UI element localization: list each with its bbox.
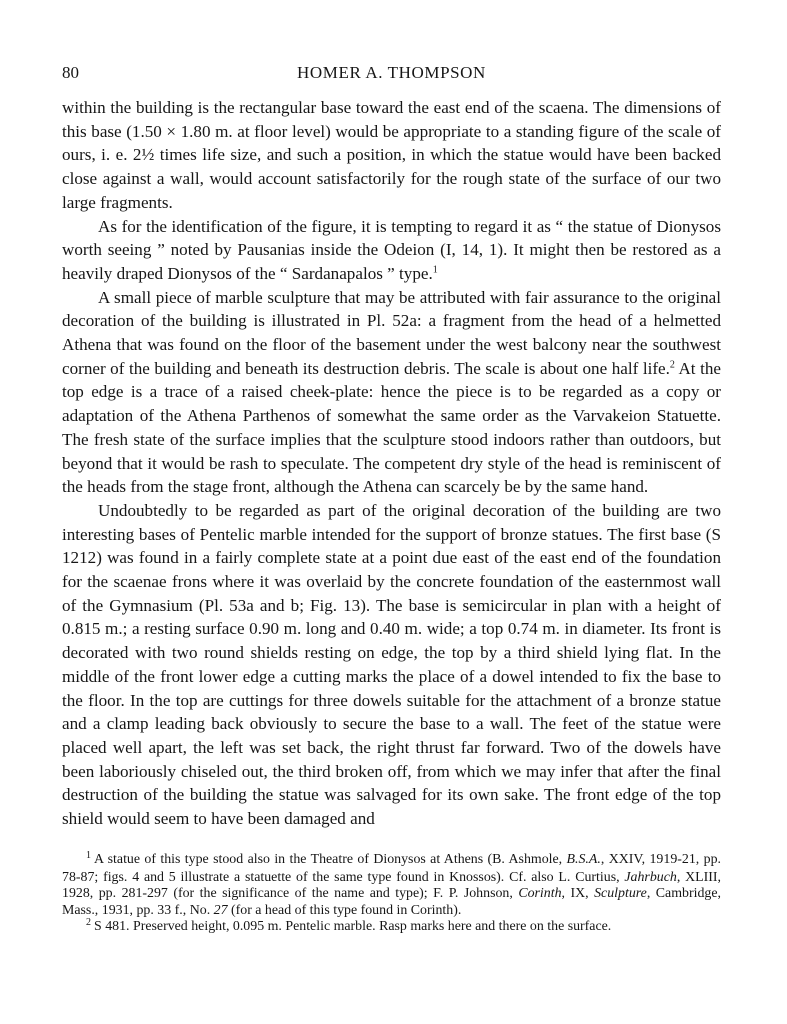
footnote-1-text-b: , XXIV, 1919-21, pp. 78-87; figs. 4 and 5 illustrate a statuette of the same type found in Knossos). Cf. also L. Curtius, [62,852,721,885]
paragraph-2 [62,215,721,286]
footnote-2 [62,919,721,937]
footnote-ref-1[interactable]: 1 [432,264,438,276]
footnote-1-mark: 1 [86,850,91,861]
footnote-2-text: S 481. Preserved height, 0.095 m. Pentelic marble. Rasp marks here and there on the surface. [94,919,612,935]
footnote-1-text-c: , XLIII, 1928, pp. 281-297 (for the significance of the name and type); F. P. Johnson, [62,869,721,902]
paragraph-3-text-b: At the top edge is a trace of a raised cheek-plate: hence the piece is to be regarded as a copy or adaptation of the Athena Parthenos of somewhat the same order as the Varvakeion Statuette. The fresh state of the surface implies that the sculpture stood indoors rather than outdoors, but beyond that it would be rash to speculate. The competent dry style of the head is reminiscent of the heads from the stage front, although the Athena can scarcely be by the same hand. [62,358,721,497]
footnote-1-jahrbuch: Jahrbuch [624,869,677,885]
paragraph-1: within the building is the rectangular base toward the east end of the scaena. The dimensions of this base (1.50 × 1.80 m. at floor level) would be appropriate to a standing figure of the scale of ours, i. e. 2½ times life size, and such a position, in which the statue would have been backed close against a wall, would account satisfactorily for the rough state of the surface of our two large fragments. [62,98,721,212]
footnotes [62,852,721,937]
page-number: 80 [62,63,79,82]
footnote-1-text-a: A statue of this type stood also in the Theatre of Dionysos at Athens (B. Ashmole, [94,852,567,867]
footnote-1 [62,852,721,919]
paragraph-2-text: As for the identification of the figure, it is tempting to regard it as “ the statue of Dionysos worth seeing ” noted by Pausanias inside the Odeion (I, 14, 1). It might then be restored as a heavily draped Dionysos of the “ Sardanapalos ” type. [62,216,721,283]
paragraph-4: Undoubtedly to be regarded as part of the original decoration of the building are two interesting bases of Pentelic marble intended for the support of bronze statues. The first base (S 1212) was found in a fairly complete state at a point due east of the east end of the foundation for the scaenae frons where it was overlaid by the concrete foundation of the easternmost wall of the Gymnasium (Pl. 53a and b; Fig. 13). The base is semicircular in plan with a height of 0.815 m.; a resting surface 0.90 m. long and 0.40 m. wide; a top 0.74 m. in diameter. Its front is decorated with two round shields resting on edge, the top by a third shield lying flat. In the middle of the front lower edge a cutting marks the place of a dowel intended to fix the base to the floor. In the top are cuttings for three dowels suitable for the attachment of a bronze statue and a clamp leading back obviously to secure the base to a wall. The feet of the statue were placed well apart, the left was set back, the right thrust far forward. Two of the dowels have been laboriously chiseled out, the third broken off, from which we may infer that after the final destruction of the building the statue was salvaged for its own sake. The front edge of the top shield would seem to have been damaged and [62,500,721,829]
footnote-1-sculpture: Sculpture [594,886,647,902]
body-text [62,96,721,831]
footnote-1-bsa: B.S.A. [566,852,601,867]
page-header [62,63,721,83]
footnote-1-text-d: , IX, [561,886,595,902]
footnote-1-number: 27 [213,902,228,918]
footnote-1-corinth: Corinth [518,886,562,902]
footnote-1-text-e: , Cambridge, Mass., 1931, pp. 33 f., No. [62,886,721,918]
footnote-1-text-f: (for a head of this type found in Corinth). [227,902,462,918]
footnote-2-mark: 2 [86,917,91,929]
running-head: HOMER A. THOMPSON [297,63,486,82]
paragraph-3-text-a: A small piece of marble sculpture that may be attributed with fair assurance to the original decoration of the building is illustrated in Pl. 52a: a fragment from the head of a helmetted Athena that was found on the floor of the basement under the west balcony near the southwest corner of the building and beneath its destruction debris. The scale is about one half life. [62,287,721,378]
footnote-ref-2[interactable]: 2 [669,359,675,371]
paragraph-3 [62,286,721,499]
